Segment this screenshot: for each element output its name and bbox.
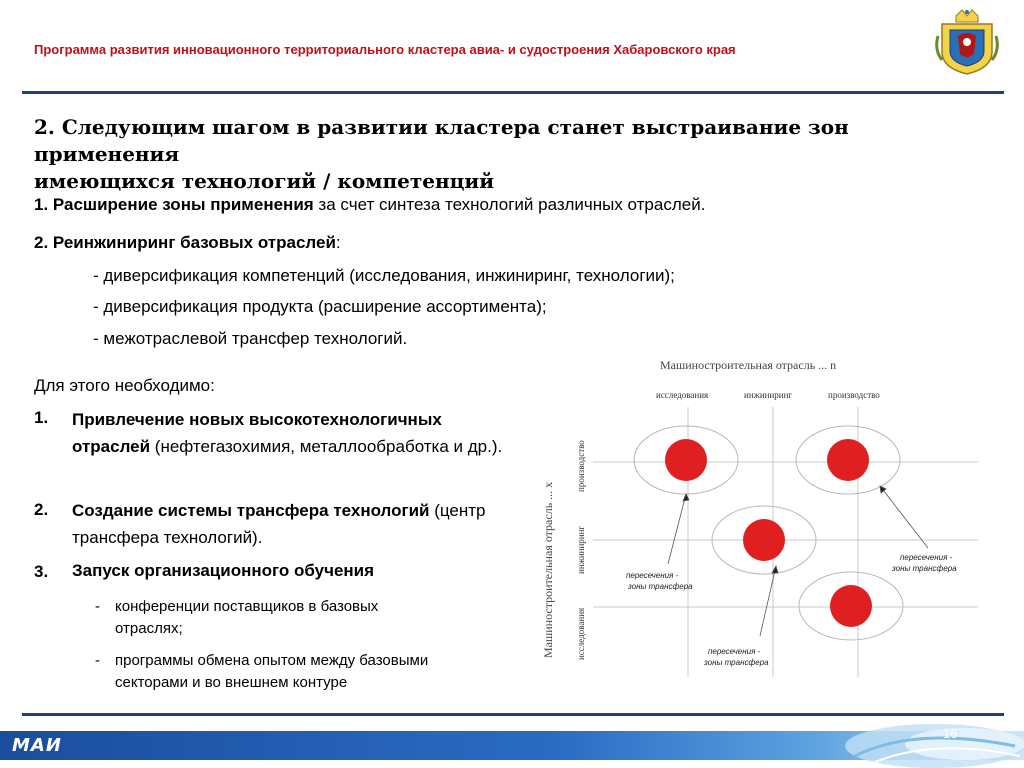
list-item-2-bold: Создание системы трансфера технологий [72, 501, 430, 520]
footer-logo: МАИ [12, 735, 62, 756]
bullet-line: конференции поставщиков в базовых [115, 598, 379, 615]
annotation-arrows [668, 486, 928, 636]
slide-heading-line1: 2. Следующим шагом в развитии кластера станет выстраивание зон применения [34, 115, 849, 166]
sub-item: - диверсификация компетенций (исследования, инжиниринг, технологии); [93, 266, 675, 285]
diagram-y-title: Машиностроительная отрасль ... х [541, 481, 555, 658]
point-1-bold: 1. Расширение зоны применения [34, 195, 314, 214]
sub-item: - диверсификация продукта (расширение ассортимента); [93, 297, 547, 316]
footer-decoration [815, 716, 1024, 768]
diagram-grid [593, 407, 978, 677]
annotation-line: пересечения - [708, 647, 761, 656]
column-label: инжиниринг [744, 390, 793, 400]
annotation-line: пересечения - [900, 553, 953, 562]
point-1-text: за счет синтеза технологий различных отраслей. [313, 195, 706, 214]
sub-item: - межотраслевой трансфер технологий. [93, 329, 408, 348]
need-label: Для этого необходимо: [34, 376, 215, 395]
list-item-1-text: (нефтегазохимия, металлообработка и др.). [150, 437, 503, 456]
bullet-dash: - [95, 652, 100, 669]
list-item-2 [72, 497, 512, 551]
bullet-line: секторами и во внешнем контуре [115, 674, 348, 691]
diagram-title: Машиностроительная отрасль ... n [660, 358, 837, 372]
annotation-line: пересечения - [626, 571, 679, 580]
header-title: Программа развития инновационного территориального кластера авиа- и судостроения Хабаровского края [34, 42, 736, 57]
transfer-zones-diagram [528, 352, 1018, 692]
zone-research-production [799, 572, 903, 640]
list-item-3-bold: Запуск организационного обучения [72, 561, 375, 580]
list-item-2-text: (центр трансфера технологий). [72, 501, 486, 547]
zone-production-production [796, 426, 900, 494]
bullet-line: отраслях; [115, 620, 183, 637]
page-number: 16 [943, 726, 958, 741]
list-number: 3. [34, 562, 49, 581]
row-label: инжиниринг [576, 525, 586, 574]
row-label: производство [576, 440, 586, 492]
bullet-dash: - [95, 598, 100, 615]
point-2 [34, 232, 341, 254]
bullet-line: программы обмена опытом между базовыми [115, 652, 429, 669]
column-label: исследования [656, 390, 709, 400]
column-label: производство [828, 390, 880, 400]
list-item-1 [72, 406, 512, 460]
list-item-1-bold: Привлечение новых высокотехнологичных отраслей [72, 410, 442, 456]
point-2-text: : [335, 233, 341, 252]
annotation-line: зоны трансфера [892, 564, 957, 573]
point-1 [34, 194, 705, 216]
row-label: исследования [576, 607, 586, 660]
slide-heading-line2: имеющихся технологий / компетенций [34, 169, 495, 193]
header-divider [22, 91, 1004, 94]
point-2-bold: 2. Реинжиниринг базовых отраслей [34, 233, 336, 252]
coat-of-arms-icon [934, 6, 1000, 76]
annotation-line: зоны трансфера [628, 582, 693, 591]
list-number: 1. [34, 408, 49, 427]
list-item-3 [72, 560, 512, 582]
annotation-line: зоны трансфера [704, 658, 769, 667]
zone-production-research [634, 426, 738, 494]
slide-heading [34, 114, 964, 195]
list-number: 2. [34, 500, 49, 519]
